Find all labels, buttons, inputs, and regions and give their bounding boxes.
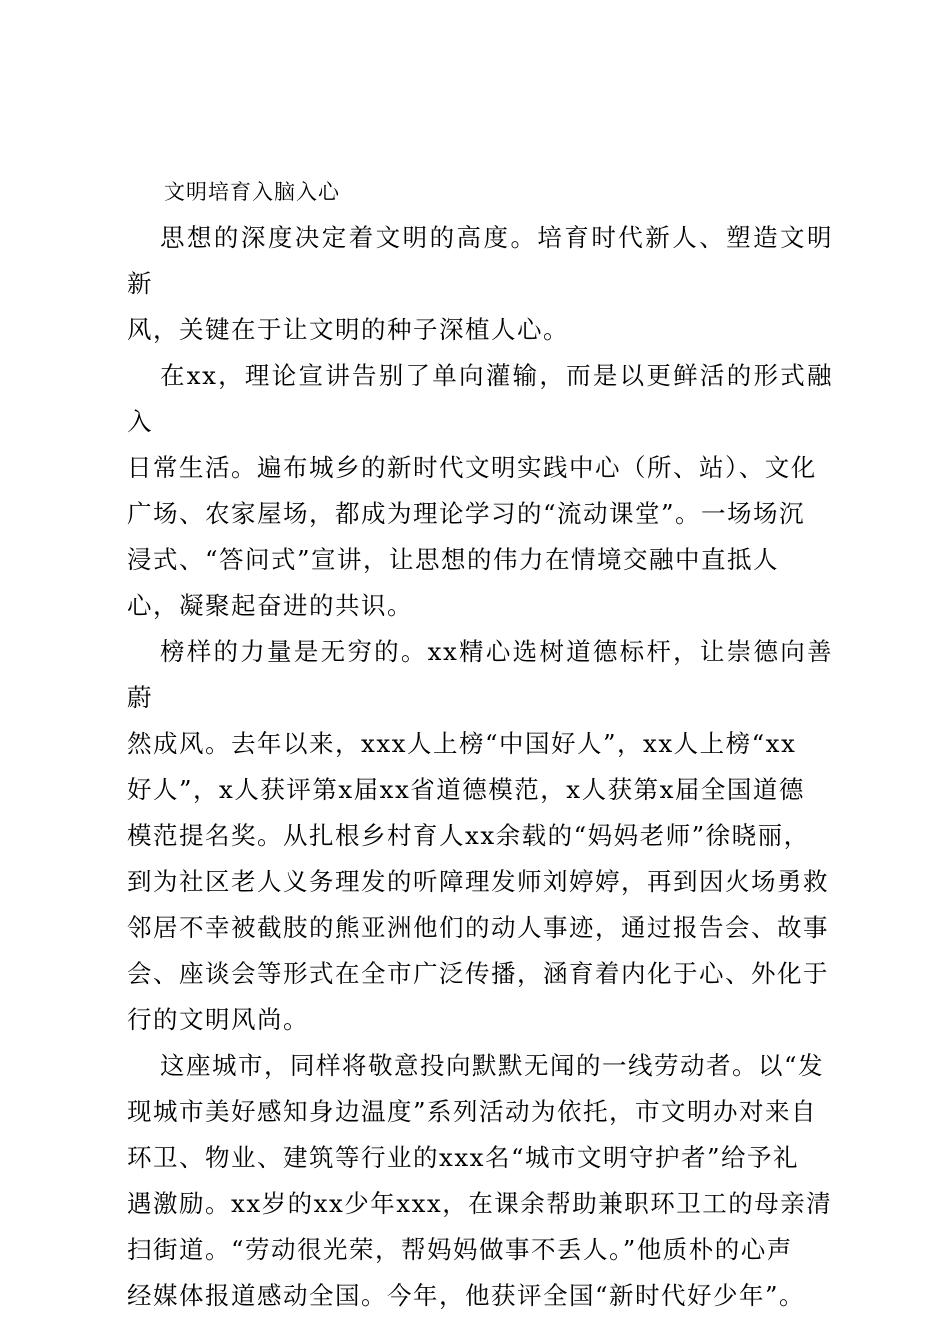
paragraph-frontline-workers: 这座城市，同样将敬意投向默默无闻的一线劳动者。以“发 现城市美好感知身边温度”系列活动为依托，市文明办对来自 环卫、物业、建筑等行业的xxx名“城市文明守护者”给予礼 遇激励。xx岁的xx少年xxx，在课余帮助兼职环卫工的母亲清 扫街道。“劳动很光荣，帮妈妈做事不丢人。”他质朴的心声 经媒体报道感动全国。今年，他获评全国“新时代好少年”。	[127, 1051, 833, 1310]
paragraph-intro: 思想的深度决定着文明的高度。培育时代新人、塑造文明新 风，关键在于让文明的种子深植人心。	[127, 223, 833, 344]
section-heading: 文明培育入脑入心	[164, 180, 340, 204]
paragraph-theory-lectures: 在xx，理论宣讲告别了单向灌输，而是以更鲜活的形式融入 日常生活。遍布城乡的新时代文明实践中心（所、站）、文化 广场、农家屋场，都成为理论学习的“流动课堂”。一场场沉 浸式、“答问式”宣讲，让思想的伟力在情境交融中直抵人 心，凝聚起奋进的共识。	[127, 361, 833, 620]
paragraph-role-models: 榜样的力量是无穷的。xx精心选树道德标杆，让崇德向善蔚 然成风。去年以来，xxx人上榜“中国好人”，xx人上榜“xx 好人”，x人获评第x届xx省道德模范，x人获第x届全国道德 模范提名奖。从扎根乡村育人xx余载的“妈妈老师”徐晓丽， 到为社区老人义务理发的听障理发师刘婷婷，再到因火场勇救 邻居不幸被截肢的熊亚洲他们的动人事迹，通过报告会、故事 会、座谈会等形式在全市广泛传播，涵育着内化于心、外化于 行的文明风尚。	[127, 637, 833, 1034]
document-body	[127, 169, 833, 1319]
